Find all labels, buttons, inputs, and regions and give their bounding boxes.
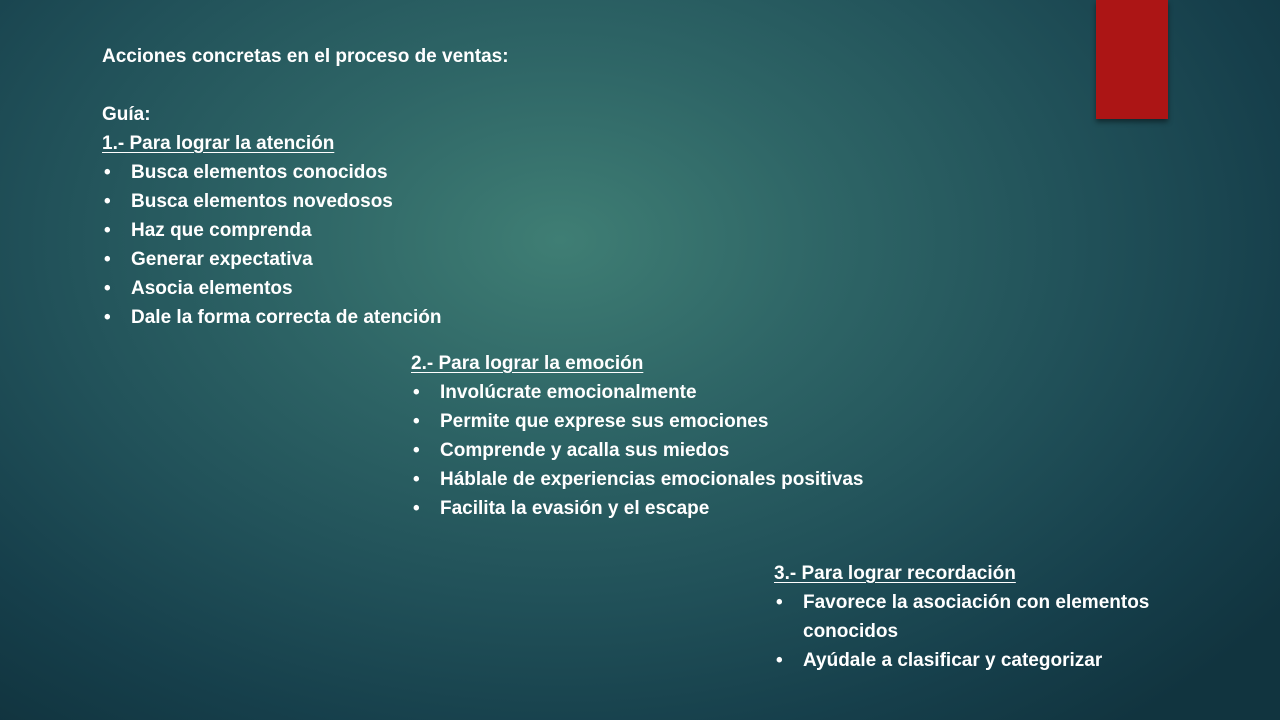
section-title-attention: 1.- Para lograr la atención <box>102 133 335 154</box>
list-item: • Facilita la evasión y el escape <box>411 494 863 523</box>
spacer <box>102 71 509 100</box>
list-item: • Asocia elementos <box>102 274 509 303</box>
list-item: • Busca elementos novedosos <box>102 187 509 216</box>
emotion-list <box>411 378 863 523</box>
list-item: • Busca elementos conocidos <box>102 158 509 187</box>
slide-heading: Acciones concretas en el proceso de ventas: <box>102 46 509 67</box>
list-item: • Comprende y acalla sus miedos <box>411 436 863 465</box>
list-item: • Dale la forma correcta de atención <box>102 303 509 332</box>
recall-block <box>774 559 1194 675</box>
list-item: • Ayúdale a clasificar y categorizar <box>774 646 1194 675</box>
guide-label: Guía: <box>102 104 151 125</box>
attention-block <box>102 42 509 332</box>
list-item: • Generar expectativa <box>102 245 509 274</box>
list-item: • Haz que comprenda <box>102 216 509 245</box>
list-item: • Involúcrate emocionalmente <box>411 378 863 407</box>
red-accent-bar <box>1096 0 1168 119</box>
section-title-recall: 3.- Para lograr recordación <box>774 563 1016 584</box>
recall-list <box>774 588 1194 675</box>
list-item: • Favorece la asociación con elementos conocidos <box>774 588 1163 646</box>
list-item: • Háblale de experiencias emocionales positivas <box>411 465 863 494</box>
emotion-block <box>411 349 863 523</box>
list-item: • Permite que exprese sus emociones <box>411 407 863 436</box>
section-title-emotion: 2.- Para lograr la emoción <box>411 353 644 374</box>
attention-list <box>102 158 509 332</box>
